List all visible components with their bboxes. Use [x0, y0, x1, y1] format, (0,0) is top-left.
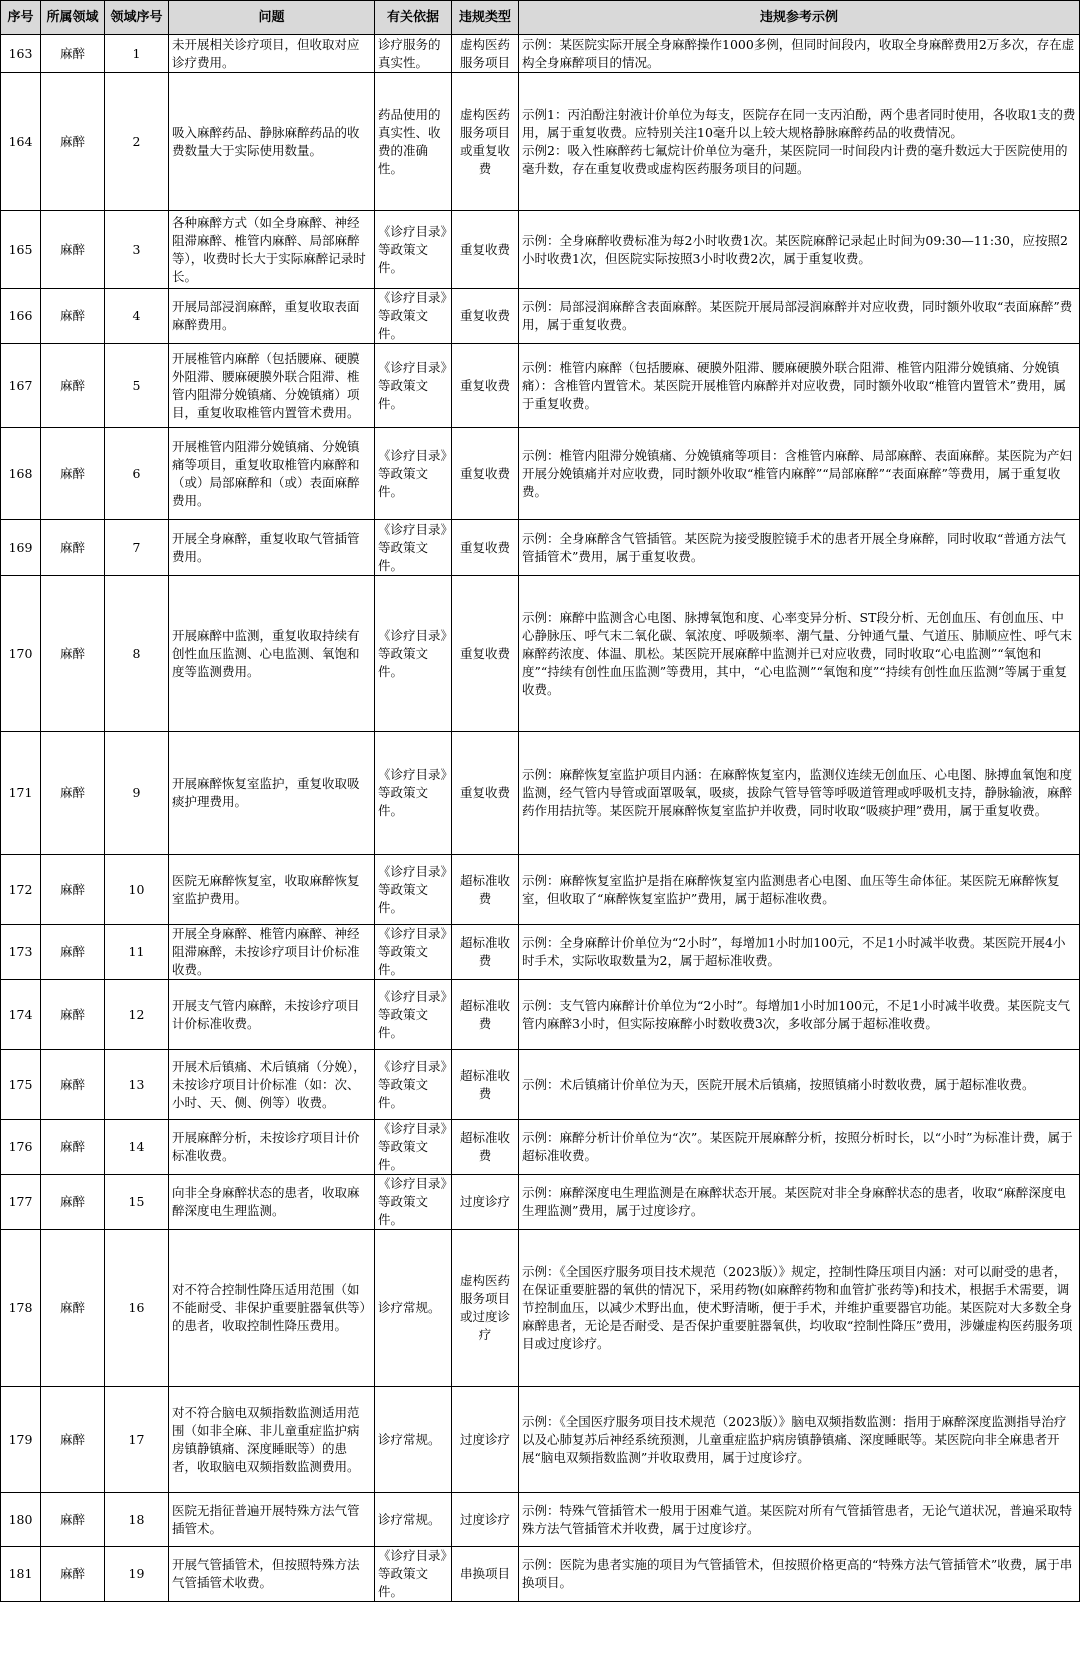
row-basis: 《诊疗目录》等政策文件。 — [375, 344, 452, 428]
row-example: 示例：《全国医疗服务项目技术规范（2023版）》脑电双频指数监测：指用于麻醉深度监测指导治疗以及心肺复苏后神经系统预测，儿童重症监护病房镇静镇痛、深度睡眠等。某医院向非全麻患者开展“脑电双频指数监测”并收取费用，属于过度诊疗。 — [519, 1387, 1080, 1493]
row-violation-type: 超标准收费 — [452, 980, 519, 1050]
row-domain: 麻醉 — [41, 1547, 105, 1602]
row-basis: 药品使用的真实性、收费的准确性。 — [375, 73, 452, 211]
row-number: 179 — [1, 1387, 41, 1493]
row-number: 172 — [1, 855, 41, 925]
row-problem: 对不符合控制性降压适用范围（如不能耐受、非保护重要脏器氧供等）的患者，收取控制性降压费用。 — [169, 1230, 375, 1387]
row-problem: 开展椎管内阻滞分娩镇痛、分娩镇痛等项目，重复收取椎管内麻醉和（或）局部麻醉和（或）表面麻醉费用。 — [169, 428, 375, 520]
row-problem: 开展麻醉恢复室监护，重复收取吸痰护理费用。 — [169, 732, 375, 855]
row-example: 示例：麻醉恢复室监护项目内涵：在麻醉恢复室内，监测仪连续无创血压、心电图、脉搏血氧饱和度监测，经气管内导管或面罩吸氧，吸痰，拔除气管导管等呼吸道管理或呼吸机支持，静脉输液，麻醉药作用拮抗等。某医院开展麻醉恢复室监护并收费，同时收取“吸痰护理”费用，属于重复收费。 — [519, 732, 1080, 855]
row-domain-seq: 19 — [105, 1547, 169, 1602]
row-number: 173 — [1, 925, 41, 980]
row-violation-type: 重复收费 — [452, 344, 519, 428]
row-problem: 各种麻醉方式（如全身麻醉、神经阻滞麻醉、椎管内麻醉、局部麻醉等），收费时长大于实际麻醉记录时长。 — [169, 211, 375, 289]
row-problem: 未开展相关诊疗项目，但收取对应诊疗费用。 — [169, 35, 375, 73]
row-domain: 麻醉 — [41, 980, 105, 1050]
row-domain-seq: 1 — [105, 35, 169, 73]
row-domain: 麻醉 — [41, 73, 105, 211]
row-domain-seq: 2 — [105, 73, 169, 211]
row-basis: 诊疗常规。 — [375, 1493, 452, 1547]
row-example: 示例：《全国医疗服务项目技术规范（2023版）》规定，控制性降压项目内涵：对可以耐受的患者，在保证重要脏器的氧供的情况下，采用药物(如麻醉药物和血管扩张药等)和技术，根据手术需要，调节控制血压，以减少术野出血，使术野清晰，便于手术，并维护重要器官功能。某医院对大多数全身麻醉患者，无论是否耐受、是否保护重要脏器氧供，均收取“控制性降压”费用，涉嫌虚构医药服务项目或过度诊疗。 — [519, 1230, 1080, 1387]
row-number: 165 — [1, 211, 41, 289]
row-basis: 《诊疗目录》等政策文件。 — [375, 428, 452, 520]
row-number: 176 — [1, 1120, 41, 1175]
row-example: 示例：全身麻醉含气管插管。某医院为接受腹腔镜手术的患者开展全身麻醉，同时收取“普通方法气管插管术”费用，属于重复收费。 — [519, 520, 1080, 576]
row-problem: 开展麻醉中监测，重复收取持续有创性血压监测、心电监测、氧饱和度等监测费用。 — [169, 576, 375, 732]
row-number: 171 — [1, 732, 41, 855]
row-violation-type: 重复收费 — [452, 211, 519, 289]
row-domain-seq: 5 — [105, 344, 169, 428]
row-domain-seq: 10 — [105, 855, 169, 925]
row-number: 178 — [1, 1230, 41, 1387]
header-example: 违规参考示例 — [519, 1, 1080, 35]
row-basis: 《诊疗目录》等政策文件。 — [375, 1120, 452, 1175]
row-basis: 《诊疗目录》等政策文件。 — [375, 211, 452, 289]
row-violation-type: 过度诊疗 — [452, 1387, 519, 1493]
row-violation-type: 重复收费 — [452, 520, 519, 576]
row-domain-seq: 14 — [105, 1120, 169, 1175]
row-number: 180 — [1, 1493, 41, 1547]
row-domain-seq: 8 — [105, 576, 169, 732]
row-domain: 麻醉 — [41, 855, 105, 925]
row-domain: 麻醉 — [41, 1175, 105, 1230]
row-basis: 《诊疗目录》等政策文件。 — [375, 289, 452, 344]
row-violation-type: 重复收费 — [452, 428, 519, 520]
row-basis: 《诊疗目录》等政策文件。 — [375, 1050, 452, 1120]
header-domain: 所属领域 — [41, 1, 105, 35]
row-basis: 《诊疗目录》等政策文件。 — [375, 576, 452, 732]
row-domain: 麻醉 — [41, 344, 105, 428]
row-example: 示例：全身麻醉计价单位为“2小时”，每增加1小时加100元，不足1小时减半收费。某医院开展4小时手术，实际收取数量为2，属于超标准收费。 — [519, 925, 1080, 980]
row-number: 174 — [1, 980, 41, 1050]
table-row — [1, 1175, 1080, 1230]
header-no: 序号 — [1, 1, 41, 35]
row-example: 示例：全身麻醉收费标准为每2小时收费1次。某医院麻醉记录起止时间为09:30—11:30，应按照2小时收费1次，但医院实际按照3小时收费2次，属于重复收费。 — [519, 211, 1080, 289]
row-problem: 医院无麻醉恢复室，收取麻醉恢复室监护费用。 — [169, 855, 375, 925]
table-row — [1, 1120, 1080, 1175]
row-domain-seq: 7 — [105, 520, 169, 576]
table-row — [1, 855, 1080, 925]
row-violation-type: 重复收费 — [452, 576, 519, 732]
row-number: 164 — [1, 73, 41, 211]
table-row — [1, 980, 1080, 1050]
table-row — [1, 732, 1080, 855]
row-example: 示例：麻醉恢复室监护是指在麻醉恢复室内监测患者心电图、血压等生命体征。某医院无麻醉恢复室，但收取了“麻醉恢复室监护”费用，属于超标准收费。 — [519, 855, 1080, 925]
row-problem: 医院无指征普遍开展特殊方法气管插管术。 — [169, 1493, 375, 1547]
table-row — [1, 35, 1080, 73]
row-example: 示例：麻醉分析计价单位为“次”。某医院开展麻醉分析，按照分析时长，以“小时”为标准计费，属于超标准收费。 — [519, 1120, 1080, 1175]
row-domain: 麻醉 — [41, 520, 105, 576]
row-violation-type: 虚构医药服务项目或过度诊疗 — [452, 1230, 519, 1387]
row-problem: 开展麻醉分析，未按诊疗项目计价标准收费。 — [169, 1120, 375, 1175]
row-example: 示例：某医院实际开展全身麻醉操作1000多例，但同时间段内，收取全身麻醉费用2万多次，存在虚构全身麻醉项目的情况。 — [519, 35, 1080, 73]
row-problem: 开展气管插管术，但按照特殊方法气管插管术收费。 — [169, 1547, 375, 1602]
row-domain-seq: 12 — [105, 980, 169, 1050]
row-number: 163 — [1, 35, 41, 73]
row-domain-seq: 3 — [105, 211, 169, 289]
row-number: 166 — [1, 289, 41, 344]
row-domain: 麻醉 — [41, 925, 105, 980]
header-basis: 有关依据 — [375, 1, 452, 35]
row-domain-seq: 18 — [105, 1493, 169, 1547]
row-basis: 《诊疗目录》等政策文件。 — [375, 855, 452, 925]
row-problem: 开展全身麻醉，重复收取气管插管费用。 — [169, 520, 375, 576]
table-row — [1, 1493, 1080, 1547]
row-example: 示例：医院为患者实施的项目为气管插管术，但按照价格更高的“特殊方法气管插管术”收费，属于串换项目。 — [519, 1547, 1080, 1602]
row-number: 167 — [1, 344, 41, 428]
row-basis: 《诊疗目录》等政策文件。 — [375, 1175, 452, 1230]
row-number: 181 — [1, 1547, 41, 1602]
row-domain: 麻醉 — [41, 289, 105, 344]
row-domain: 麻醉 — [41, 211, 105, 289]
row-domain: 麻醉 — [41, 576, 105, 732]
table-row — [1, 428, 1080, 520]
row-domain: 麻醉 — [41, 1387, 105, 1493]
row-domain-seq: 9 — [105, 732, 169, 855]
row-violation-type: 超标准收费 — [452, 1120, 519, 1175]
row-basis: 《诊疗目录》等政策文件。 — [375, 520, 452, 576]
row-domain-seq: 13 — [105, 1050, 169, 1120]
row-domain: 麻醉 — [41, 1230, 105, 1387]
row-domain: 麻醉 — [41, 1050, 105, 1120]
row-example: 示例：术后镇痛计价单位为天，医院开展术后镇痛，按照镇痛小时数收费，属于超标准收费。 — [519, 1050, 1080, 1120]
row-basis: 诊疗常规。 — [375, 1230, 452, 1387]
table-row — [1, 1230, 1080, 1387]
row-domain: 麻醉 — [41, 1493, 105, 1547]
row-example: 示例：椎管内麻醉（包括腰麻、硬膜外阻滞、腰麻硬膜外联合阻滞、椎管内阻滞分娩镇痛、分娩镇痛）：含椎管内置管术。某医院开展椎管内麻醉并对应收费，同时额外收取“椎管内置管术”费用，属于重复收费。 — [519, 344, 1080, 428]
row-basis: 《诊疗目录》等政策文件。 — [375, 1547, 452, 1602]
table-row — [1, 73, 1080, 211]
header-type: 违规类型 — [452, 1, 519, 35]
row-domain: 麻醉 — [41, 428, 105, 520]
row-example: 示例：麻醉中监测含心电图、脉搏氧饱和度、心率变异分析、ST段分析、无创血压、有创血压、中心静脉压、呼气末二氧化碳、氧浓度、呼吸频率、潮气量、分钟通气量、气道压、肺顺应性、呼气末麻醉药浓度、体温、肌松。某医院开展麻醉中监测并已对应收费，同时收取“心电监测”“氧饱和度”“持续有创性血压监测”等费用，其中，“心电监测”“氧饱和度”“持续有创性血压监测”等属于重复收费。 — [519, 576, 1080, 732]
row-problem: 对不符合脑电双频指数监测适用范围（如非全麻、非儿童重症监护病房镇静镇痛、深度睡眠等）的患者，收取脑电双频指数监测费用。 — [169, 1387, 375, 1493]
row-violation-type: 超标准收费 — [452, 855, 519, 925]
table-row — [1, 520, 1080, 576]
row-example: 示例：椎管内阻滞分娩镇痛、分娩镇痛等项目：含椎管内麻醉、局部麻醉、表面麻醉。某医院为产妇开展分娩镇痛并对应收费，同时额外收取“椎管内麻醉”“局部麻醉”“表面麻醉”等费用，属于重复收费。 — [519, 428, 1080, 520]
header-problem: 问题 — [169, 1, 375, 35]
row-basis: 诊疗服务的真实性。 — [375, 35, 452, 73]
row-problem: 开展全身麻醉、椎管内麻醉、神经阻滞麻醉，未按诊疗项目计价标准收费。 — [169, 925, 375, 980]
row-basis: 诊疗常规。 — [375, 1387, 452, 1493]
row-violation-type: 重复收费 — [452, 732, 519, 855]
table-row — [1, 1050, 1080, 1120]
row-violation-type: 虚构医药服务项目 — [452, 35, 519, 73]
row-problem: 开展术后镇痛、术后镇痛（分娩），未按诊疗项目计价标准（如：次、小时、天、侧、例等）收费。 — [169, 1050, 375, 1120]
row-domain-seq: 15 — [105, 1175, 169, 1230]
row-domain: 麻醉 — [41, 35, 105, 73]
table-row — [1, 576, 1080, 732]
row-violation-type: 过度诊疗 — [452, 1175, 519, 1230]
row-problem: 吸入麻醉药品、静脉麻醉药品的收费数量大于实际使用数量。 — [169, 73, 375, 211]
row-example: 示例：特殊气管插管术一般用于困难气道。某医院对所有气管插管患者，无论气道状况，普遍采取特殊方法气管插管术并收费，属于过度诊疗。 — [519, 1493, 1080, 1547]
row-domain-seq: 6 — [105, 428, 169, 520]
row-domain: 麻醉 — [41, 1120, 105, 1175]
row-violation-type: 超标准收费 — [452, 1050, 519, 1120]
row-problem: 开展椎管内麻醉（包括腰麻、硬膜外阻滞、腰麻硬膜外联合阻滞、椎管内阻滞分娩镇痛、分娩镇痛）项目，重复收取椎管内置管术费用。 — [169, 344, 375, 428]
row-domain-seq: 4 — [105, 289, 169, 344]
row-problem: 开展局部浸润麻醉，重复收取表面麻醉费用。 — [169, 289, 375, 344]
table-row — [1, 211, 1080, 289]
table-row — [1, 1387, 1080, 1493]
row-basis: 《诊疗目录》等政策文件。 — [375, 732, 452, 855]
table-row — [1, 1547, 1080, 1602]
row-basis: 《诊疗目录》等政策文件。 — [375, 925, 452, 980]
row-example: 示例：支气管内麻醉计价单位为“2小时”。每增加1小时加100元，不足1小时减半收费。某医院支气管内麻醉3小时，但实际按麻醉小时数收费3次，多收部分属于超标准收费。 — [519, 980, 1080, 1050]
table-row — [1, 344, 1080, 428]
row-number: 169 — [1, 520, 41, 576]
row-number: 168 — [1, 428, 41, 520]
row-number: 170 — [1, 576, 41, 732]
row-violation-type: 重复收费 — [452, 289, 519, 344]
header-seq: 领域序号 — [105, 1, 169, 35]
row-violation-type: 超标准收费 — [452, 925, 519, 980]
row-violation-type: 串换项目 — [452, 1547, 519, 1602]
row-example: 示例：局部浸润麻醉含表面麻醉。某医院开展局部浸润麻醉并对应收费，同时额外收取“表面麻醉”费用，属于重复收费。 — [519, 289, 1080, 344]
row-problem: 向非全身麻醉状态的患者，收取麻醉深度电生理监测。 — [169, 1175, 375, 1230]
row-example: 示例1：丙泊酚注射液计价单位为每支，医院存在同一支丙泊酚，两个患者同时使用，各收取1支的费用，属于重复收费。应特别关注10毫升以上较大规格静脉麻醉药品的收费情况。 示例2：吸入性麻醉药七氟烷计价单位为毫升，某医院同一时间段内计费的毫升数远大于医院使用的毫升数，存在重复收费或虚构医药服务项目的问题。 — [519, 73, 1080, 211]
row-domain: 麻醉 — [41, 732, 105, 855]
row-number: 177 — [1, 1175, 41, 1230]
row-example: 示例：麻醉深度电生理监测是在麻醉状态开展。某医院对非全身麻醉状态的患者，收取“麻醉深度电生理监测”费用，属于过度诊疗。 — [519, 1175, 1080, 1230]
row-basis: 《诊疗目录》等政策文件。 — [375, 980, 452, 1050]
table-row — [1, 925, 1080, 980]
row-violation-type: 虚构医药服务项目或重复收费 — [452, 73, 519, 211]
table-row — [1, 289, 1080, 344]
header-row — [1, 1, 1080, 35]
row-domain-seq: 17 — [105, 1387, 169, 1493]
row-domain-seq: 11 — [105, 925, 169, 980]
row-number: 175 — [1, 1050, 41, 1120]
row-domain-seq: 16 — [105, 1230, 169, 1387]
row-violation-type: 过度诊疗 — [452, 1493, 519, 1547]
row-problem: 开展支气管内麻醉，未按诊疗项目计价标准收费。 — [169, 980, 375, 1050]
